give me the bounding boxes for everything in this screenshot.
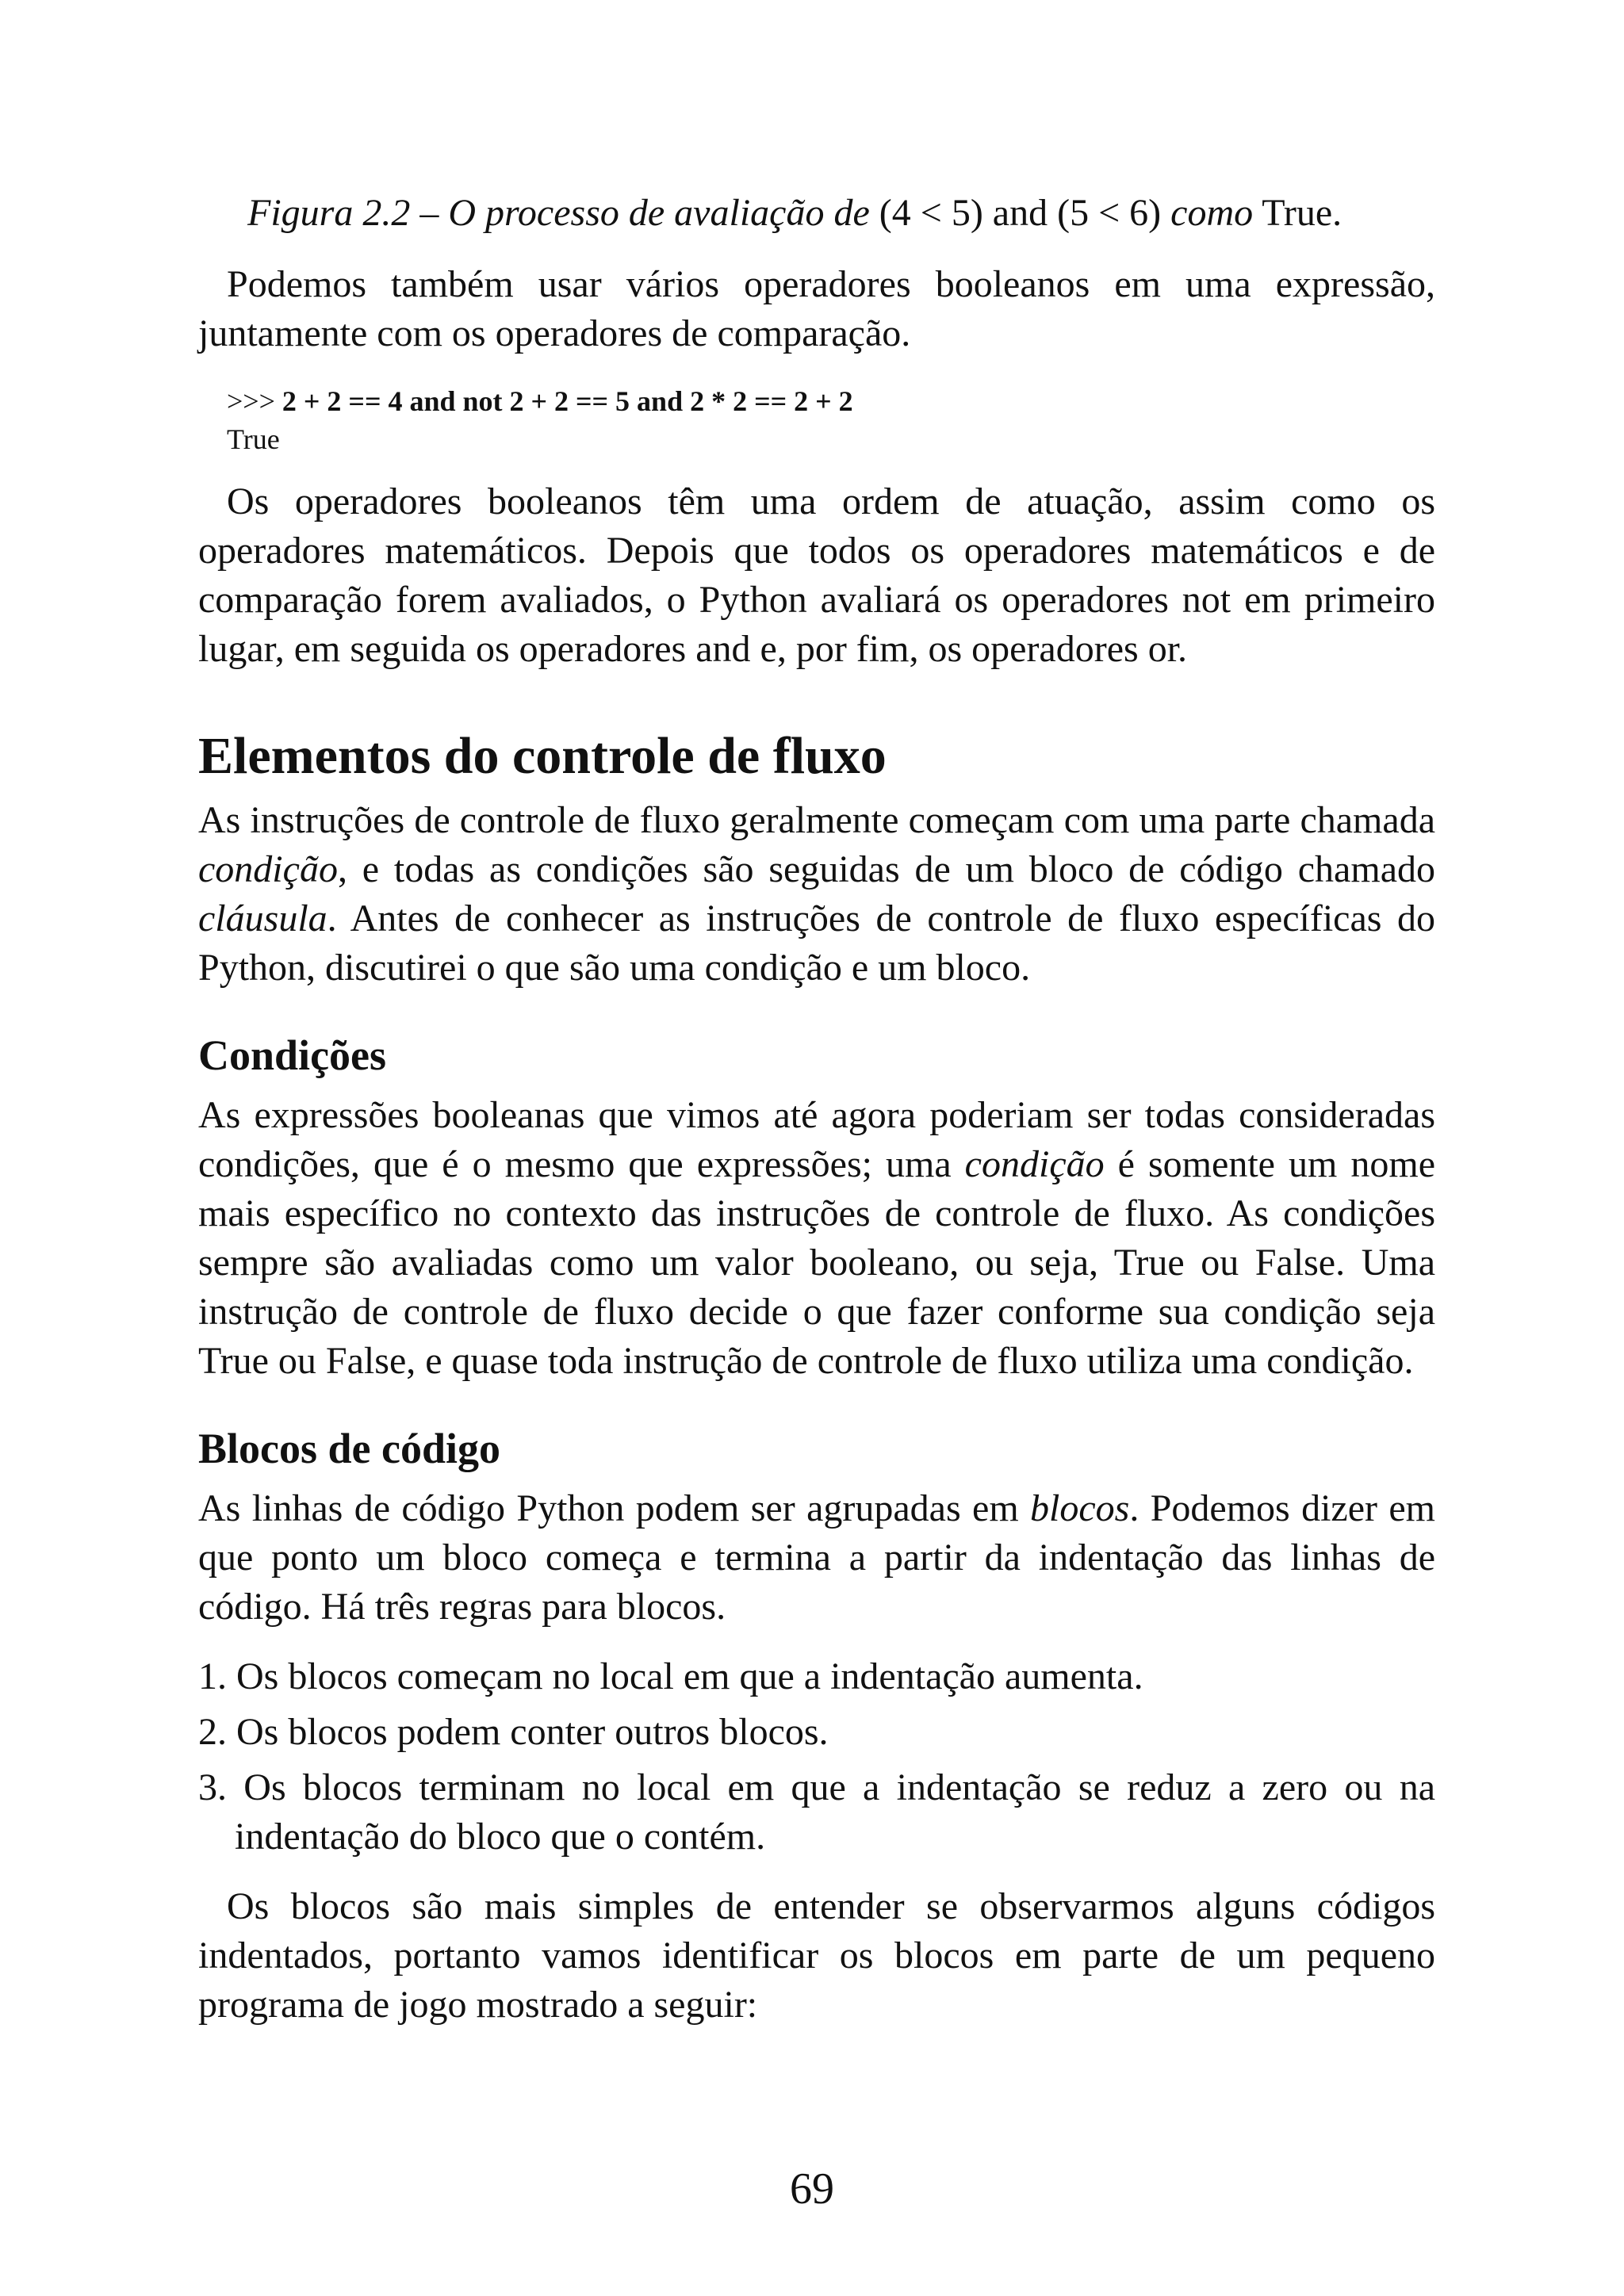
code-example [227,382,1435,458]
conditions-paragraph [198,1091,1435,1386]
section-paragraph [198,796,1435,993]
figure-caption [247,189,1435,238]
intro-paragraph: Podemos também usar vários operadores booleanos em uma expressão, juntamente com os operadores de comparação. [198,263,1435,354]
list-item: 2. Os blocos podem conter outros blocos. [198,1711,829,1753]
caption-suffix: True. [1253,192,1342,234]
code-expression: 2 + 2 == 4 and not 2 + 2 == 5 and 2 * 2 == 2 + 2 [282,385,853,417]
term-clausula: cláusula [198,897,327,939]
list-item: 3. Os blocos terminam no local em que a indentação se reduz a zero ou na indentação do bloco que o contém. [198,1766,1435,1858]
code-line-input [227,382,1435,420]
term-blocos: blocos [1030,1487,1130,1529]
section-text-2: , e todas as condições são seguidas de um bloco de código chamado [337,848,1435,890]
caption-prefix: Figura 2.2 – O processo de avaliação de [247,192,879,234]
blocks-text-2: . Podemos dizer em que ponto um bloco começa e termina a partir da indentação das linhas de código. Há três regras para blocos. [198,1487,1435,1628]
section-heading: Elementos do controle de fluxo [198,727,887,785]
term-condicao: condição [198,848,338,890]
page-content [198,189,1435,2030]
code-line-output: True [227,423,280,455]
list-item: 1. Os blocos começam no local em que a indentação aumenta. [198,1655,1143,1697]
conditions-heading: Condições [198,1031,387,1079]
conditions-text-1: As expressões booleanas que vimos até agora poderiam ser todas consideradas condições, que é o mesmo que expressões; uma [198,1094,1435,1185]
blocks-text-1: As linhas de código Python podem ser agrupadas em [198,1487,1031,1529]
section-text-3: . Antes de conhecer as instruções de controle de fluxo específicas do Python, discutirei o que são uma condição e um bloco. [198,897,1435,989]
closing-paragraph: Os blocos são mais simples de entender se observarmos alguns códigos indentados, portanto vamos identificar os blocos em parte de um pequeno programa de jogo mostrado a seguir: [198,1885,1435,2026]
blocks-paragraph [198,1484,1435,1632]
term-condicao-2: condição [964,1143,1105,1185]
operator-order-paragraph: Os operadores booleanos têm uma ordem de atuação, assim como os operadores matemáticos. Depois que todos os operadores matemáticos e de comparação forem avaliados, o Python avaliará os operadores not em primeiro lugar, em seguida os operadores and e, por fim, os operadores or. [198,480,1435,670]
code-prompt: >>> [227,385,282,417]
section-text-1: As instruções de controle de fluxo geralmente começam com uma parte chamada [198,799,1435,841]
caption-expression: (4 < 5) and (5 < 6) [879,192,1171,234]
conditions-text-2: é somente um nome mais específico no contexto das instruções de controle de fluxo. As condições sempre são avaliadas como um valor booleano, ou seja, True ou False. Uma instrução de controle de fluxo decide o que fazer conforme sua condição seja True ou False, e quase toda instrução de controle de fluxo utiliza uma condição. [198,1143,1435,1382]
caption-como: como [1170,192,1254,234]
page-number: 69 [790,2164,834,2214]
rules-list [198,1652,1435,1862]
blocks-heading: Blocos de código [198,1425,501,1472]
